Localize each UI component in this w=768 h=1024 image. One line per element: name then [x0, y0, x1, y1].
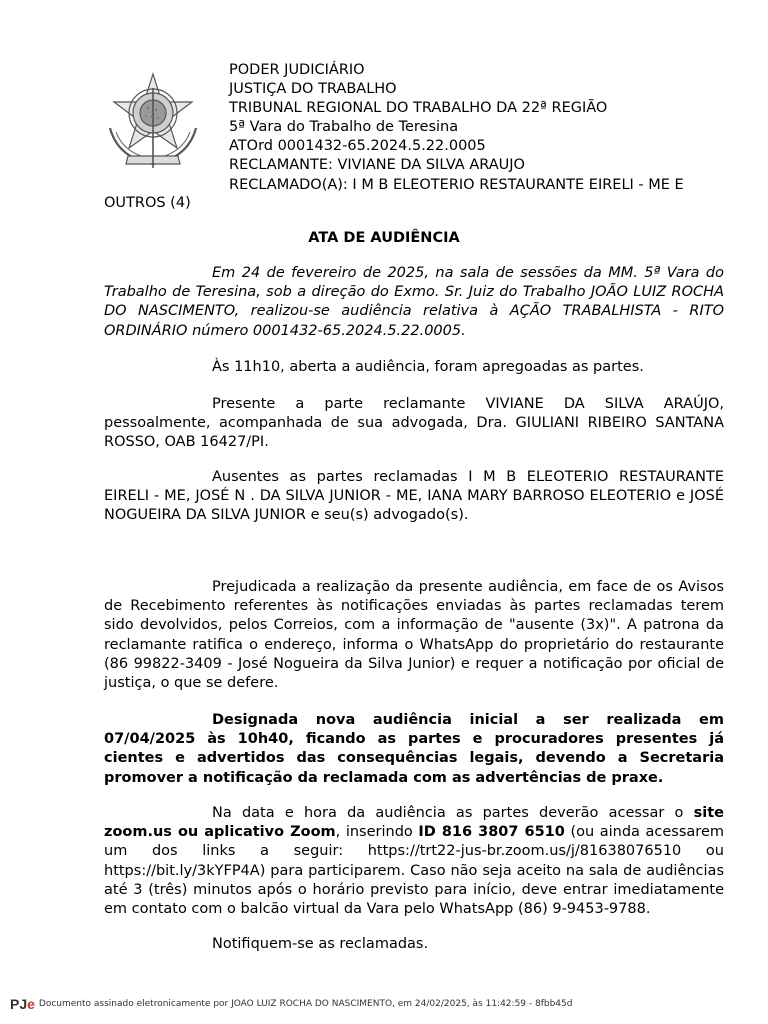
header-poder-judiciario: PODER JUDICIÁRIO [229, 62, 365, 78]
paragraph-start-text: Às 11h10, aberta a audiência, foram apregoadas as partes. [212, 359, 644, 375]
paragraph-opening-text: Em 24 de fevereiro de 2025, na sala de sessões da MM. 5ª Vara do Trabalho de Teresina, sob a direção do Exmo. Sr. Juiz do Trabalho JOÃO LUIZ ROCHA DO NASCIMENTO, realizou-se audiência relativa à AÇÃO TRABALHISTA - RITO ORDINÁRIO número 0001432-65.2024.5.22.0005. [104, 265, 724, 339]
paragraph-prejudiced [104, 578, 724, 693]
header-vara: 5ª Vara do Trabalho de Teresina [229, 119, 459, 135]
paragraph-opening [104, 264, 724, 341]
header-reclamado: RECLAMADO(A): I M B ELEOTERIO RESTAURANTE EIRELI - ME E [229, 177, 684, 193]
paragraph-absent-parties [104, 468, 724, 526]
signature-text: Documento assinado eletronicamente por JOAO LUIZ ROCHA DO NASCIMENTO, em 24/02/2025, às 11:42:59 - 8fbb45d [38, 999, 573, 1009]
paragraph-present-party-text: Presente a parte reclamante VIVIANE DA SILVA ARAÚJO, pessoalmente, acompanhada de sua advogada, Dra. GIULIANI RIBEIRO SANTANA ROSSO, OAB 16427/PI. [104, 396, 724, 451]
paragraph-new-hearing [104, 711, 724, 788]
pje-logo [10, 996, 35, 1012]
paragraph-present-party [104, 395, 724, 453]
header-reclamado-continued: OUTROS (4) [104, 195, 191, 211]
zoom-meeting-id: ID 816 3807 6510 [418, 824, 565, 841]
paragraph-absent-parties-text: Ausentes as partes reclamadas I M B ELEOTERIO RESTAURANTE EIRELI - ME, JOSÉ N . DA SILVA JUNIOR - ME, IANA MARY BARROSO ELEOTERIO e JOSÉ NOGUEIRA DA SILVA JUNIOR e seu(s) advogado(s). [104, 469, 724, 524]
paragraph-notify-text: Notifiquem-se as reclamadas. [212, 936, 429, 952]
pje-logo-pj: PJ [10, 996, 28, 1012]
paragraph-start [104, 358, 724, 377]
paragraph-zoom-instructions [104, 804, 724, 919]
header-tribunal: TRIBUNAL REGIONAL DO TRABALHO DA 22ª REGIÃO [229, 100, 608, 116]
zoom-text-part1: Na data e hora da audiência as partes deverão acessar o [212, 805, 694, 821]
header-case-number: ATOrd 0001432-65.2024.5.22.0005 [229, 138, 486, 154]
zoom-text-part3: (ou ainda acessarem um dos links a seguir: https://trt22-jus-br.zoom.us/j/81638076510 ou https://bit.ly/3kYFP4A) para participarem. Caso não seja aceito na sala de audiências até 3 (três) minutos após o horário previsto para início, deve entrar imediatamente em contato com o balcão virtual da Vara pelo WhatsApp (86) 9-9453-9788. [104, 824, 724, 918]
paragraph-notify [104, 935, 724, 954]
pje-logo-e: e [27, 996, 35, 1012]
header-reclamante: RECLAMANTE: VIVIANE DA SILVA ARAUJO [229, 157, 525, 173]
signature-footer [10, 996, 572, 1012]
paragraph-new-hearing-text: Designada nova audiência inicial a ser realizada em 07/04/2025 às 10h40, ficando as partes e procuradores presentes já cientes e advertidos das consequências legais, devendo a Secretaria promover a notificação da reclamada com as advertências de praxe. [104, 712, 724, 786]
header-justica-trabalho: JUSTIÇA DO TRABALHO [229, 81, 397, 97]
document-title: ATA DE AUDIÊNCIA [308, 230, 460, 246]
coat-of-arms-seal [98, 68, 208, 176]
paragraph-prejudiced-text: Prejudicada a realização da presente audiência, em face de os Avisos de Recebimento referentes às notificações enviadas às partes reclamadas terem sido devolvidos, pelos Correios, com a informação de "ausente (3x)". A patrona da reclamante ratifica o endereço, informa o WhatsApp do proprietário do restaurante (86 99822-3409 - José Nogueira da Silva Junior) e requer a notificação por oficial de justiça, o que se defere. [104, 579, 724, 692]
zoom-site-app: site zoom.us ou aplicativo Zoom [104, 805, 724, 841]
paragraph-zoom-text [104, 804, 724, 919]
zoom-text-part2: , inserindo [335, 824, 419, 841]
